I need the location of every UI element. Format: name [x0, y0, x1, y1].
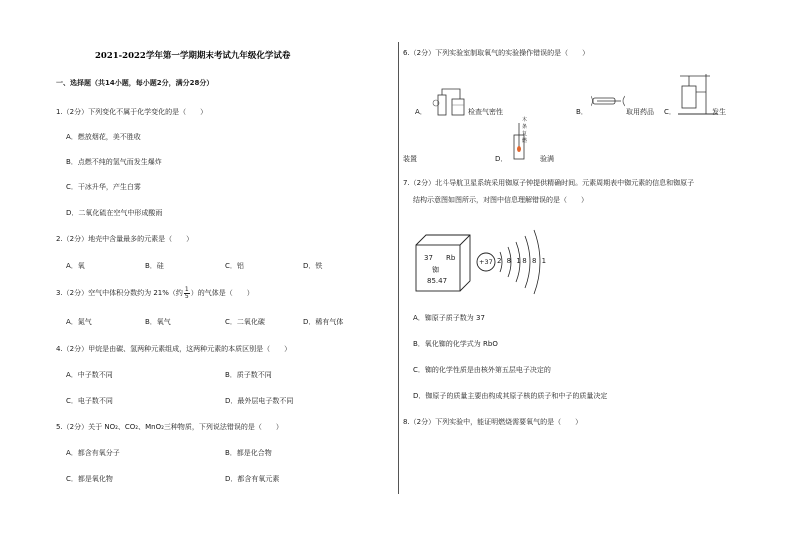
q1-option-c[interactable]: C．干冰升华，产生白雾: [66, 183, 141, 191]
exam-title: 2021-2022学年第一学期期末考试九年级化学试卷: [95, 51, 291, 61]
delivery-tube: [442, 89, 460, 99]
q3-option-c[interactable]: C．二氧化碳: [225, 318, 265, 326]
q7-element-name: 铷: [432, 266, 439, 274]
q3-option-a[interactable]: A．氮气: [66, 318, 92, 326]
flame: [517, 146, 521, 152]
column-divider: [398, 42, 399, 494]
q6-option-d-label-2: 条: [522, 124, 528, 130]
q8-stem: 8.（2分）下列实验中，能证明燃烧需要氧气的是（ ）: [403, 418, 583, 426]
water-beaker: [452, 99, 464, 115]
q4-option-a[interactable]: A．中子数不同: [66, 371, 113, 379]
q1-option-b[interactable]: B．点燃不纯的氢气而发生爆炸: [66, 158, 162, 166]
q1-option-a[interactable]: A．燃放烟花，美不胜收: [66, 133, 141, 141]
q4-option-d[interactable]: D．最外层电子数不同: [225, 397, 294, 405]
q7-option-a[interactable]: A．铷原子质子数为 37: [413, 314, 485, 322]
q3-stem: [56, 284, 254, 302]
q2-option-a[interactable]: A．氧: [66, 262, 85, 270]
hand-left: [591, 96, 593, 106]
q7-atomic-number: 37: [424, 254, 433, 262]
q3-option-d[interactable]: D．稀有气体: [303, 318, 344, 326]
q1-stem: 1.（2分）下列变化不属于化学变化的是（ ）: [56, 108, 208, 116]
section-heading: 一、选择题（共14小题，每小题2分，满分28分）: [56, 79, 214, 87]
q5-stem: 5.（2分）关于 NO₂、CO₂、MnO₂三种物质，下列说法错误的是（ ）: [56, 423, 283, 431]
q6-option-c-letter[interactable]: C．: [664, 108, 676, 116]
q6-option-d-label-4: 燃: [522, 138, 528, 144]
q7-option-c[interactable]: C．铷的化学性质是由核外第五层电子决定的: [413, 366, 551, 374]
test-tube: [438, 95, 446, 115]
q6-option-d-text: 验满: [540, 155, 554, 163]
q6-take-reagent-illustration: [591, 92, 625, 110]
q5-option-a[interactable]: A．都含有氧分子: [66, 449, 120, 457]
q7-stem-line2: 结构示意图如图所示，对图中信息理解错误的是（ ）: [413, 196, 588, 204]
q3-fraction-den: 5: [184, 292, 189, 300]
q4-stem: 4.（2分）甲烷是由碳、氢两种元素组成，这两种元素的本质区别是（ ）: [56, 345, 292, 353]
q6-stem: 6.（2分）下列实验室制取氧气的实验操作错误的是（ ）: [403, 49, 590, 57]
q6-option-a-text: 检查气密性: [468, 108, 503, 116]
q7-electron-shells: 2 8 18 8 1: [497, 257, 548, 265]
q7-option-b[interactable]: B．氧化铷的化学式为 RbO: [413, 340, 498, 348]
q2-option-b[interactable]: B．硅: [145, 262, 164, 270]
q6-option-d-letter[interactable]: D．: [495, 155, 508, 163]
q3-option-b[interactable]: B．氧气: [145, 318, 171, 326]
q6-option-a-letter[interactable]: A．: [415, 108, 427, 116]
q5-option-c[interactable]: C．都是氧化物: [66, 475, 113, 483]
q5-option-b[interactable]: B．都是化合物: [225, 449, 272, 457]
q6-airtightness-check-illustration: [430, 87, 466, 117]
q4-option-b[interactable]: B．质子数不同: [225, 371, 272, 379]
q7-option-d[interactable]: D．铷原子的质量主要由构成其原子核的质子和中子的质量决定: [413, 392, 608, 400]
q2-stem: 2.（2分）地壳中含量最多的元素是（ ）: [56, 235, 194, 243]
q6-option-d-label-3: 复: [522, 131, 528, 137]
q6-option-c-text: 发生: [712, 108, 726, 116]
q5-option-d[interactable]: D．都含有氧元素: [225, 475, 280, 483]
q3-fraction: [184, 287, 190, 300]
q2-option-c[interactable]: C．铝: [225, 262, 244, 270]
q2-option-d[interactable]: D．铁: [303, 262, 323, 270]
q7-element-symbol: Rb: [446, 254, 456, 262]
q6-option-b-letter[interactable]: B．: [576, 108, 588, 116]
q6-option-c-text-continued: 装置: [403, 155, 417, 163]
q7-stem-line1: 7.（2分）北斗导航卫星系统采用铷原子钟提供精确时间。元素周期表中铷元素的信息和铷原子: [403, 179, 695, 187]
hand-right: [623, 96, 625, 106]
q3-fraction-num: 1: [184, 285, 189, 293]
q3-stem-pre: 3.（2分）空气中体积分数约为 21%（约: [56, 289, 183, 297]
q7-atomic-mass: 85.47: [427, 277, 448, 285]
q7-nucleus-charge: +37: [479, 258, 493, 266]
q4-option-c[interactable]: C．电子数不同: [66, 397, 113, 405]
q6-option-d-label-1: 木: [522, 117, 528, 123]
q6-option-b-text: 取用药品: [626, 108, 654, 116]
flask: [682, 86, 696, 108]
q3-stem-post: ）的气体是（ ）: [190, 289, 254, 297]
q1-option-d[interactable]: D．二氧化硫在空气中形成酸雨: [66, 209, 163, 217]
